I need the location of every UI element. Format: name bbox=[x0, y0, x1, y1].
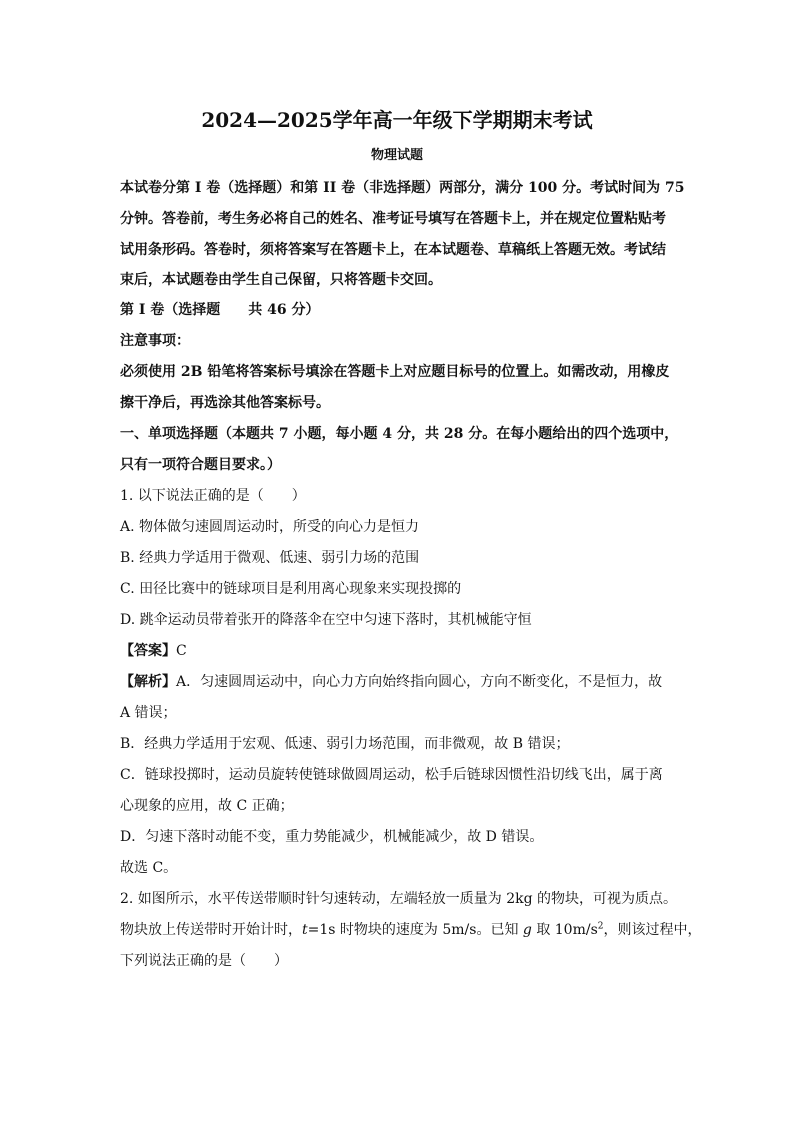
exam-title: 2024—2025学年高一年级下学期期末考试 bbox=[201, 108, 593, 132]
instructions-line-1: 本试卷分第 I 卷（选择题）和第 II 卷（非选择题）两部分，满分 100 分。考试时间为 75 bbox=[120, 180, 685, 196]
q2-stem-line-2 bbox=[120, 920, 702, 940]
q1-option-d: D. 跳伞运动员带着张开的降落伞在空中匀速下落时，其机械能守恒 bbox=[120, 612, 532, 628]
q2-var-g: g bbox=[522, 922, 532, 938]
notes-line-2: 擦干净后，再选涂其他答案标号。 bbox=[120, 395, 330, 411]
q2-var-t: t bbox=[302, 922, 308, 938]
section-heading-line-2: 只有一项符合题目要求。） bbox=[120, 457, 281, 473]
q1-analysis-line-3: B．经典力学适用于宏观、低速、弱引力场范围，而非微观，故 B 错误； bbox=[120, 736, 570, 752]
q1-answer bbox=[120, 641, 187, 661]
answer-value: C bbox=[176, 643, 187, 659]
instructions-line-3: 试用条形码。答卷时，须将答案写在答题卡上，在本试题卷、草稿纸上答题无效。考试结 bbox=[120, 242, 666, 258]
q2-text-a: 物块放上传送带时开始计时， bbox=[120, 922, 302, 938]
q1-analysis-line-6: D．匀速下落时动能不变，重力势能减少，机械能减少，故 D 错误。 bbox=[120, 829, 544, 845]
q1-analysis-line-5: 心现象的应用，故 C 正确； bbox=[120, 798, 294, 814]
q1-option-c: C. 田径比赛中的链球项目是利用离心现象来实现投掷的 bbox=[120, 581, 462, 597]
instructions-line-2: 分钟。答卷前，考生务必将自己的姓名、准考证号填写在答题卡上，并在规定位置粘贴考 bbox=[120, 211, 666, 227]
q2-text-b: =1s 时物块的速度为 5m/s。已知 bbox=[307, 922, 523, 938]
notes-line-1: 必须使用 2B 铅笔将答案标号填涂在答题卡上对应题目标号的位置上。如需改动，用橡皮 bbox=[120, 364, 670, 380]
q2-text-d: ，则该过程中， bbox=[603, 922, 702, 938]
q2-text-c: 取 10m/s bbox=[531, 922, 598, 938]
notes-label: 注意事项： bbox=[120, 333, 190, 349]
q1-analysis-line-1 bbox=[120, 672, 662, 692]
q1-option-b: B. 经典力学适用于微观、低速、弱引力场的范围 bbox=[120, 550, 420, 566]
answer-label: 【答案】 bbox=[120, 643, 176, 659]
analysis-label: 【解析】 bbox=[120, 674, 176, 690]
section-heading-line-1: 一、单项选择题（本题共 7 小题，每小题 4 分，共 28 分。在每小题给出的四个选项中， bbox=[120, 426, 679, 442]
q1-analysis-line-7: 故选 C。 bbox=[120, 860, 178, 876]
q2-superscript: 2 bbox=[597, 921, 604, 932]
analysis-text: A．匀速圆周运动中，向心力方向始终指向圆心，方向不断变化，不是恒力，故 bbox=[176, 674, 663, 690]
q1-option-a: A. 物体做匀速圆周运动时，所受的向心力是恒力 bbox=[120, 519, 420, 535]
instructions-line-4: 束后，本试题卷由学生自己保留，只将答题卡交回。 bbox=[120, 272, 442, 288]
exam-subtitle: 物理试题 bbox=[370, 148, 423, 163]
q1-stem: 1. 以下说法正确的是（ ） bbox=[120, 488, 306, 504]
q2-stem-line-1: 2. 如图所示，水平传送带顺时针匀速转动，左端轻放一质量为 2kg 的物块，可视为质点。 bbox=[120, 891, 678, 907]
q1-analysis-line-4: C．链球投掷时，运动员旋转使链球做圆周运动，松手后链球因惯性沿切线飞出，属于离 bbox=[120, 767, 663, 783]
part1-heading: 第 I 卷（选择题 共 46 分） bbox=[120, 302, 320, 318]
q1-analysis-line-2: A 错误； bbox=[120, 705, 177, 721]
q2-stem-line-3: 下列说法正确的是（ ） bbox=[120, 953, 288, 969]
